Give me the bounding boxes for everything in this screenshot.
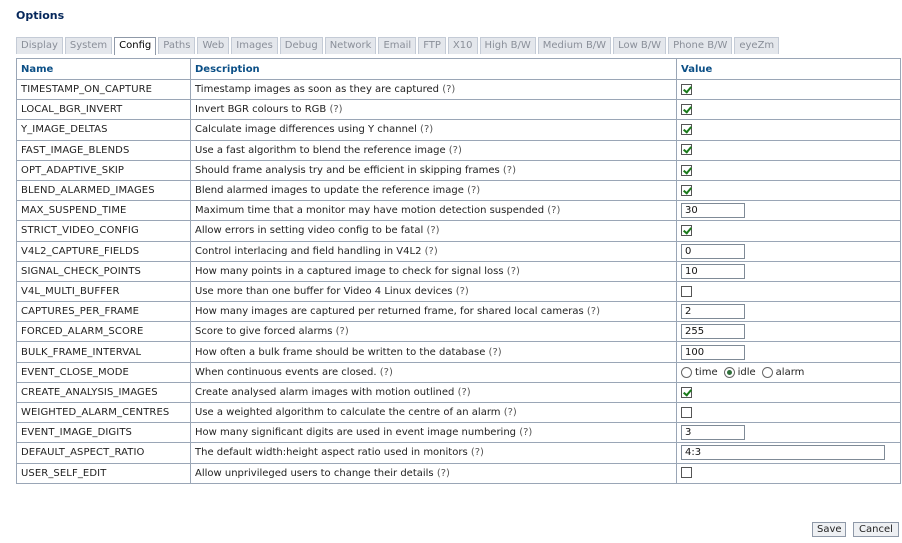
option-value-cell — [677, 342, 901, 362]
help-link[interactable]: (?) — [586, 306, 600, 318]
option-description-cell — [191, 261, 677, 281]
help-link[interactable]: (?) — [426, 225, 440, 237]
option-description-cell — [191, 463, 677, 483]
option-description: When continuous events are closed. — [195, 366, 377, 378]
option-description-cell — [191, 342, 677, 362]
option-description: Calculate image differences using Y channel — [195, 124, 417, 136]
option-description: Score to give forced alarms — [195, 326, 333, 338]
help-link[interactable]: (?) — [329, 104, 343, 116]
option-name: EVENT_IMAGE_DIGITS — [17, 423, 191, 443]
option-checkbox[interactable] — [681, 165, 692, 176]
radio-alarm[interactable] — [762, 367, 773, 378]
option-checkbox[interactable] — [681, 84, 692, 95]
table-row — [17, 241, 901, 261]
tab-medium-b-w[interactable]: Medium B/W — [538, 37, 611, 54]
tab-display[interactable]: Display — [16, 37, 63, 54]
option-description-cell — [191, 180, 677, 200]
option-text-input[interactable] — [681, 203, 745, 218]
option-description-cell — [191, 221, 677, 241]
radio-time[interactable] — [681, 367, 692, 378]
help-link[interactable]: (?) — [502, 164, 517, 176]
option-description-cell — [191, 403, 677, 423]
option-description: Use a fast algorithm to blend the reference image — [195, 144, 446, 156]
option-value-cell — [677, 201, 901, 221]
option-description: Timestamp images as soon as they are captured — [195, 84, 440, 96]
option-value-cell — [677, 322, 901, 342]
option-value-cell — [677, 463, 901, 483]
option-description-cell — [191, 322, 677, 342]
option-name: LOCAL_BGR_INVERT — [17, 100, 191, 120]
help-link[interactable]: (?) — [488, 346, 502, 358]
tab-images[interactable]: Images — [231, 37, 278, 54]
tab-config[interactable]: Config — [114, 37, 156, 55]
option-description-cell — [191, 241, 677, 261]
option-description: The default width:height aspect ratio used in monitors — [195, 447, 468, 459]
tab-debug[interactable]: Debug — [280, 37, 323, 54]
option-description-cell — [191, 423, 677, 443]
table-row — [17, 80, 901, 100]
table-row — [17, 362, 901, 382]
help-link[interactable]: (?) — [503, 407, 517, 419]
radio-idle[interactable] — [724, 367, 735, 378]
tab-ftp[interactable]: FTP — [418, 37, 446, 54]
option-description-cell — [191, 443, 677, 463]
help-link[interactable]: (?) — [442, 84, 456, 96]
table-row — [17, 201, 901, 221]
option-name: Y_IMAGE_DELTAS — [17, 120, 191, 140]
table-row — [17, 423, 901, 443]
option-name: STRICT_VIDEO_CONFIG — [17, 221, 191, 241]
option-value-cell — [677, 302, 901, 322]
help-link[interactable]: (?) — [420, 124, 434, 136]
cancel-button[interactable]: Cancel — [853, 522, 899, 537]
help-link[interactable]: (?) — [448, 144, 462, 156]
option-description: Invert BGR colours to RGB — [195, 104, 327, 116]
option-name: SIGNAL_CHECK_POINTS — [17, 261, 191, 281]
header-value: Value — [677, 59, 901, 80]
option-text-input[interactable] — [681, 264, 745, 279]
option-description: Blend alarmed images to update the reference image — [195, 185, 464, 197]
table-row — [17, 221, 901, 241]
option-description: Maximum time that a monitor may have motion detection suspended — [195, 205, 545, 217]
tab-phone-b-w[interactable]: Phone B/W — [668, 37, 732, 54]
option-checkbox[interactable] — [681, 185, 692, 196]
table-row — [17, 261, 901, 281]
option-description: Use more than one buffer for Video 4 Linux devices — [195, 285, 453, 297]
help-link[interactable]: (?) — [455, 285, 469, 297]
option-value-cell — [677, 241, 901, 261]
option-description-cell — [191, 80, 677, 100]
option-name: CAPTURES_PER_FRAME — [17, 302, 191, 322]
option-value-cell — [677, 160, 901, 180]
option-checkbox[interactable] — [681, 467, 692, 478]
options-table — [16, 58, 901, 484]
tab-paths[interactable]: Paths — [158, 37, 195, 54]
save-button[interactable]: Save — [812, 522, 846, 537]
table-row — [17, 160, 901, 180]
help-link[interactable]: (?) — [436, 467, 450, 479]
option-name: CREATE_ANALYSIS_IMAGES — [17, 382, 191, 402]
table-row — [17, 322, 901, 342]
help-link[interactable]: (?) — [379, 366, 393, 378]
option-value-cell — [677, 382, 901, 402]
help-link[interactable]: (?) — [506, 265, 520, 277]
option-description: Create analysed alarm images with motion outlined — [195, 386, 455, 398]
option-name: EVENT_CLOSE_MODE — [17, 362, 191, 382]
option-value-cell — [677, 221, 901, 241]
option-value-cell — [677, 140, 901, 160]
option-description: Allow errors in setting video config to be fatal — [195, 225, 424, 237]
option-text-input[interactable] — [681, 425, 745, 440]
tab-bar — [16, 37, 779, 55]
option-checkbox[interactable] — [681, 144, 692, 155]
page-title: Options — [16, 9, 65, 22]
option-description: Control interlacing and field handling in V4L2 — [195, 245, 422, 257]
option-checkbox[interactable] — [681, 387, 692, 398]
option-name: BULK_FRAME_INTERVAL — [17, 342, 191, 362]
option-name: FORCED_ALARM_SCORE — [17, 322, 191, 342]
option-value-cell — [677, 80, 901, 100]
table-row — [17, 281, 901, 301]
option-text-input[interactable] — [681, 304, 745, 319]
option-value-cell — [677, 180, 901, 200]
help-link[interactable]: (?) — [457, 386, 471, 398]
help-link[interactable]: (?) — [519, 427, 533, 439]
table-row — [17, 463, 901, 483]
table-row — [17, 100, 901, 120]
option-description: How many points in a captured image to check for signal loss — [195, 265, 504, 277]
option-description-cell — [191, 201, 677, 221]
tab-high-b-w[interactable]: High B/W — [480, 37, 536, 54]
radio-label-alarm: alarm — [775, 366, 805, 378]
tab-low-b-w[interactable]: Low B/W — [613, 37, 666, 54]
option-description-cell — [191, 160, 677, 180]
option-description-cell — [191, 120, 677, 140]
option-name: TIMESTAMP_ON_CAPTURE — [17, 80, 191, 100]
option-description-cell — [191, 302, 677, 322]
option-description-cell — [191, 100, 677, 120]
tab-x10[interactable]: X10 — [448, 37, 478, 54]
option-description-cell — [191, 362, 677, 382]
help-link[interactable]: (?) — [470, 447, 484, 459]
option-name: BLEND_ALARMED_IMAGES — [17, 180, 191, 200]
option-name: WEIGHTED_ALARM_CENTRES — [17, 403, 191, 423]
option-value-cell — [677, 281, 901, 301]
option-description-cell — [191, 281, 677, 301]
header-description: Description — [191, 59, 677, 80]
option-checkbox[interactable] — [681, 407, 692, 418]
option-name: MAX_SUSPEND_TIME — [17, 201, 191, 221]
option-description-cell — [191, 382, 677, 402]
option-checkbox[interactable] — [681, 225, 692, 236]
table-row — [17, 403, 901, 423]
help-link[interactable]: (?) — [467, 185, 481, 197]
option-description: Use a weighted algorithm to calculate the centre of an alarm — [195, 407, 501, 419]
option-text-input[interactable] — [681, 445, 885, 460]
option-name: FAST_IMAGE_BLENDS — [17, 140, 191, 160]
option-value-cell — [677, 100, 901, 120]
option-text-input[interactable] — [681, 345, 745, 360]
option-description: How many significant digits are used in event image numbering — [195, 427, 517, 439]
table-row — [17, 342, 901, 362]
tab-web[interactable]: Web — [197, 37, 229, 54]
option-checkbox[interactable] — [681, 286, 692, 297]
option-text-input[interactable] — [681, 324, 745, 339]
option-name: V4L_MULTI_BUFFER — [17, 281, 191, 301]
option-text-input[interactable] — [681, 244, 745, 259]
option-description: Should frame analysis try and be efficient in skipping frames — [195, 164, 500, 176]
table-row — [17, 382, 901, 402]
option-checkbox[interactable] — [681, 104, 692, 115]
option-value-cell — [677, 120, 901, 140]
option-name: DEFAULT_ASPECT_RATIO — [17, 443, 191, 463]
tab-email[interactable]: Email — [378, 37, 416, 54]
header-name: Name — [17, 59, 191, 80]
option-value-cell — [677, 261, 901, 281]
option-value-cell — [677, 362, 901, 382]
help-link[interactable]: (?) — [547, 205, 561, 217]
option-description-cell — [191, 140, 677, 160]
table-row — [17, 302, 901, 322]
option-value-cell — [677, 443, 901, 463]
table-row — [17, 443, 901, 463]
radio-group — [681, 367, 896, 378]
tab-eyezm[interactable]: eyeZm — [734, 37, 779, 54]
option-name: USER_SELF_EDIT — [17, 463, 191, 483]
option-description: How often a bulk frame should be written to the database — [195, 346, 486, 358]
table-row — [17, 140, 901, 160]
option-value-cell — [677, 403, 901, 423]
radio-label-time: time — [695, 366, 718, 378]
option-value-cell — [677, 423, 901, 443]
table-row — [17, 120, 901, 140]
help-link[interactable]: (?) — [424, 245, 438, 257]
radio-label-idle: idle — [737, 366, 756, 378]
option-description: Allow unprivileged users to change their details — [195, 467, 434, 479]
help-link[interactable]: (?) — [335, 326, 349, 338]
option-checkbox[interactable] — [681, 124, 692, 135]
tab-system[interactable]: System — [65, 37, 112, 54]
tab-network[interactable]: Network — [325, 37, 377, 54]
option-name: V4L2_CAPTURE_FIELDS — [17, 241, 191, 261]
option-name: OPT_ADAPTIVE_SKIP — [17, 160, 191, 180]
table-row — [17, 180, 901, 200]
option-description: How many images are captured per returned frame, for shared local cameras — [195, 306, 584, 318]
